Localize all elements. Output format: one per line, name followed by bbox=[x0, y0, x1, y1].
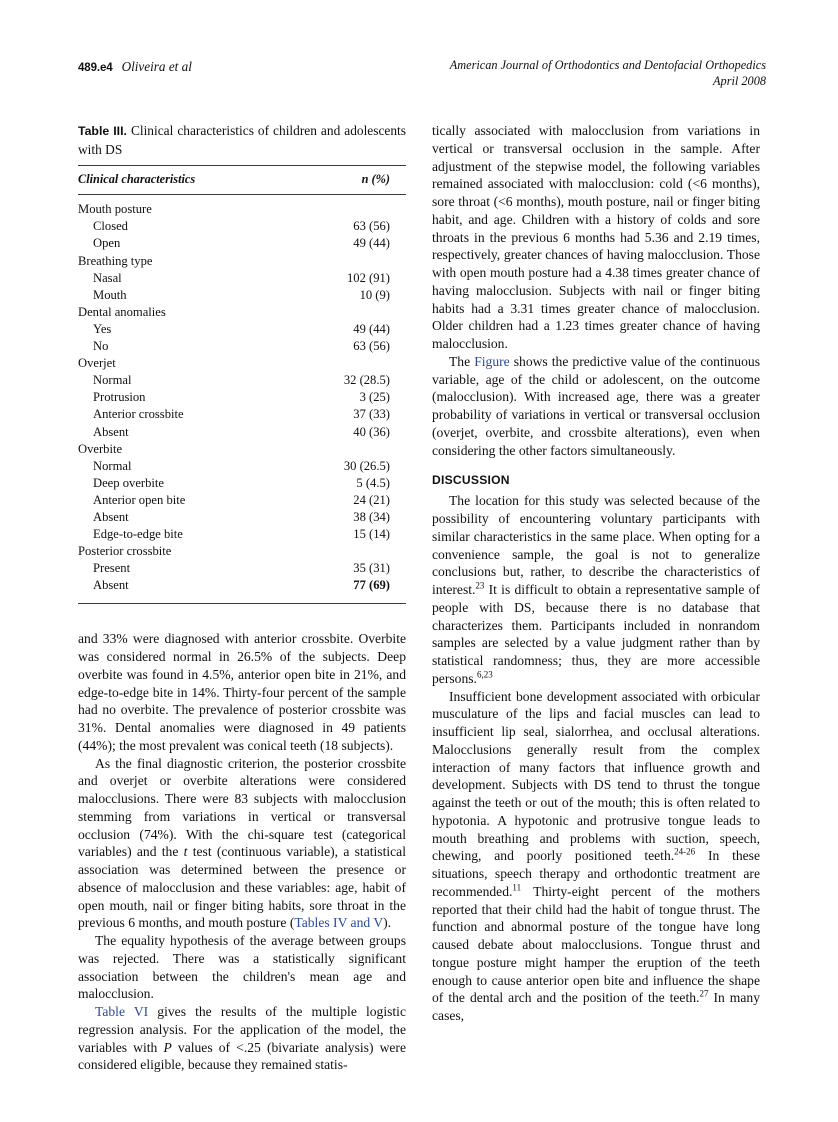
table-row bbox=[78, 509, 406, 526]
right-p2-part-b: shows the predictive value of the continuous variable, age of the child or adolescent, on the outcome (malocclusion). With increased age, there was a greater probability of variations in vertical or transversal occlusion (overjet, overbite, and crossbite alterations), even when considering the other factors simultaneously. bbox=[432, 353, 760, 458]
table-cell-value: 10 (9) bbox=[359, 287, 390, 302]
running-head-left bbox=[78, 58, 192, 76]
table-row bbox=[78, 355, 406, 372]
reference-marker-27[interactable]: 27 bbox=[699, 988, 709, 999]
column-header-n-percent: n (%) bbox=[361, 172, 390, 187]
table-cell-subcategory: Absent bbox=[93, 424, 129, 439]
reference-marker-11[interactable]: 11 bbox=[512, 882, 522, 893]
table-cell-value: 5 (4.5) bbox=[356, 475, 390, 490]
table-cell-value: 102 (91) bbox=[346, 270, 390, 285]
table-caption bbox=[78, 122, 406, 158]
right-p4-part-b: In these situations, speech therapy and orthodontic treatment are recommended. bbox=[432, 848, 760, 899]
table-cell-value: 40 (36) bbox=[353, 424, 390, 439]
left-paragraph-4 bbox=[78, 1003, 406, 1074]
table-cell-value: 63 (56) bbox=[353, 219, 390, 234]
table-cell-value: 24 (21) bbox=[353, 492, 390, 507]
table-iii bbox=[78, 122, 406, 604]
table-row bbox=[78, 475, 406, 492]
issue-date: April 2008 bbox=[713, 73, 766, 88]
table-caption-text: Clinical characteristics of children and adolescents with DS bbox=[78, 123, 406, 157]
table-cell-value bbox=[286, 355, 406, 372]
table-row bbox=[78, 321, 406, 338]
table-iii-body bbox=[78, 195, 406, 599]
table-cell-value bbox=[286, 253, 406, 270]
right-paragraph-1: tically associated with malocclusion from variations in vertical or transversal occlusion in the sample. After adjustment of the stepwise model, the following variables remained associated with malocclusion: cold (<6 months), sore throat (<6 months), mouth posture, nail or finger biting habit, and age. Children with a history of colds and sore throats in the previous 6 months had 5.36 and 2.19 times, respectively, greater chances of having malocclusion. Those with open mouth posture had a 4.38 times greater chance of having malocclusion. Subjects with nail or finger biting habits had a 3.31 times greater chance of malocclusion. Older children had a 1.23 times greater chance of having malocclusion. bbox=[432, 123, 760, 351]
table-row bbox=[78, 441, 406, 458]
table-cell-subcategory: Protrusion bbox=[93, 390, 146, 405]
table-cell-value: 77 (69) bbox=[353, 578, 390, 593]
left-p2-part-c: ). bbox=[383, 915, 392, 931]
reference-marker-24-26[interactable]: 24-26 bbox=[674, 846, 696, 857]
table-cell-subcategory: Mouth bbox=[93, 287, 127, 302]
reference-marker-6-23[interactable]: 6,23 bbox=[476, 669, 493, 680]
table-cell-subcategory: Present bbox=[93, 561, 131, 576]
table-row bbox=[78, 526, 406, 543]
table-cell-subcategory: Normal bbox=[93, 458, 132, 473]
table-row bbox=[78, 389, 406, 406]
table-row bbox=[78, 372, 406, 389]
left-p4-italic-p: P bbox=[163, 1039, 172, 1055]
column-header-characteristics: Clinical characteristics bbox=[78, 172, 196, 187]
table-cell-value: 32 (28.5) bbox=[343, 373, 390, 388]
table-row bbox=[78, 543, 406, 560]
table-cell-category: Overjet bbox=[78, 356, 116, 371]
table-cell-value: 49 (44) bbox=[353, 236, 390, 251]
left-paragraph-3: The equality hypothesis of the average between groups was rejected. There was a statistically significant association between the children's mean age and malocclusion. bbox=[78, 933, 406, 1002]
table-cell-subcategory: Absent bbox=[93, 509, 129, 524]
table-row bbox=[78, 287, 406, 304]
right-p3-part-a: The location for this study was selected because of the possibility of encountering voluntary participants with similar characteristics in the same place. When opting for a convenience sample, the goal is not to generalize conclusions but, rather, to describe the characteristics of interest. bbox=[432, 493, 760, 597]
table-row bbox=[78, 424, 406, 441]
table-cell-value: 3 (25) bbox=[359, 390, 390, 405]
right-column bbox=[432, 122, 760, 1025]
table-row bbox=[78, 270, 406, 287]
left-p4-part-b: values of <.25 (bivariate analysis) were considered eligible, because they remained statis- bbox=[78, 1039, 406, 1073]
table-cell-value bbox=[286, 543, 406, 560]
table-cell-subcategory: Open bbox=[93, 236, 121, 251]
table-cell-subcategory: Closed bbox=[93, 219, 128, 234]
left-paragraph-1: and 33% were diagnosed with anterior crossbite. Overbite was considered normal in 26.5% of the subjects. Deep overbite was found in 4.5%, anterior open bite in 21%, and edge-to-edge bite in 14%. Thirty-four percent of the sample had no overbite. The prevalence of posterior crossbite was 31%. Dental anomalies were diagnosed in 49 patients (44%); the most prevalent was conical teeth (18 subjects). bbox=[78, 631, 406, 753]
table-header-row bbox=[78, 166, 406, 194]
table-cell-subcategory: Anterior crossbite bbox=[93, 407, 184, 422]
journal-title: American Journal of Orthodontics and Dentofacial Orthopedics bbox=[449, 58, 766, 72]
table-row bbox=[78, 406, 406, 423]
link-figure[interactable]: Figure bbox=[474, 353, 510, 369]
table-cell-subcategory: Absent bbox=[93, 578, 129, 593]
table-cell-subcategory: Deep overbite bbox=[93, 475, 164, 490]
table-cell-category: Mouth posture bbox=[78, 202, 152, 217]
table-cell-value bbox=[286, 304, 406, 321]
table-cell-value: 37 (33) bbox=[353, 407, 390, 422]
reference-marker-23[interactable]: 23 bbox=[475, 580, 485, 591]
table-row bbox=[78, 304, 406, 321]
table-cell-category: Dental anomalies bbox=[78, 304, 166, 319]
right-p2-part-a: The bbox=[449, 353, 475, 369]
table-row bbox=[78, 458, 406, 475]
table-row bbox=[78, 492, 406, 509]
table-cell-subcategory: Anterior open bite bbox=[93, 492, 186, 507]
left-p2-italic-t: t bbox=[183, 844, 188, 860]
table-cell-subcategory: Nasal bbox=[93, 270, 122, 285]
table-cell-value: 63 (56) bbox=[353, 339, 390, 354]
table-row bbox=[78, 195, 406, 218]
table-cell-category: Posterior crossbite bbox=[78, 544, 172, 559]
left-p2-part-b: test (continuous variable), a statistical association was determined between the presence or absence of malocclusion and these variables: age, habit of open mouth, nail or finger biting habits, sore throat in the previous 6 months, and mouth posture ( bbox=[78, 844, 406, 931]
link-table-vi[interactable]: Table VI bbox=[95, 1004, 149, 1020]
table-row bbox=[78, 235, 406, 252]
table-row bbox=[78, 560, 406, 577]
table-cell-value bbox=[286, 195, 406, 218]
table-cell-value: 49 (44) bbox=[353, 321, 390, 336]
page-folio: 489.e4 bbox=[78, 62, 113, 74]
right-paragraph-3 bbox=[432, 492, 760, 687]
table-bottom-rule bbox=[78, 603, 406, 604]
table-label: Table III. bbox=[78, 124, 127, 138]
table-cell-value: 35 (31) bbox=[353, 561, 390, 576]
left-column bbox=[78, 122, 406, 1074]
section-heading-discussion: DISCUSSION bbox=[432, 473, 510, 488]
right-p4-part-a: Insufficient bone development associated with orbicular musculature of the lips and facial muscles can lead to insufficient lip seal, sialorrhea, and occlusal alterations. Malocclusions generally result from the complex interaction of many factors that influence growth and development. Subjects with DS tend to thrust the tongue against the teeth or out of the mouth; this is often related to hypotonia. A hypotonic and protrusive tongue leads to mouth breathing and problems with suction, speech, chewing, and poorly positioned teeth. bbox=[432, 688, 760, 864]
right-paragraph-2 bbox=[432, 353, 760, 460]
left-p2-part-a: As the final diagnostic criterion, the posterior crossbite and overjet or overbite alterations were considered malocclusions. There were 83 subjects with malocclusion stemming from variations in vertical or transversal occlusion (74%). With the chi-square test (categorical variables) and the bbox=[78, 755, 406, 860]
running-head-right bbox=[450, 58, 766, 89]
table-iii-grid bbox=[78, 166, 406, 194]
right-paragraph-4 bbox=[432, 688, 760, 1025]
right-p4-part-d: In many cases, bbox=[432, 990, 760, 1023]
running-head-authors: Oliveira et al bbox=[121, 59, 192, 74]
table-cell-value: 38 (34) bbox=[353, 509, 390, 524]
right-p4-part-c: Thirty-eight percent of the mothers reported that their child had the habit of tongue thrust. The function and abnormal posture of the tongue have long caused debate about malocclusions. Tongue thrust and tongue posture might hamper the eruption of the teeth enough to cause anterior open bite and influence the shape of the dental arch and the position of the teeth. bbox=[432, 883, 760, 1006]
link-tables-iv-v[interactable]: Tables IV and V bbox=[294, 915, 384, 931]
table-cell-category: Breathing type bbox=[78, 253, 153, 268]
table-row bbox=[78, 253, 406, 270]
table-row bbox=[78, 577, 406, 599]
right-p3-part-b: It is difficult to obtain a representative sample of people with DS, because there is no database that characterizes them. Participants included in nonrandom samples are selected by a value judgment rather than by statistical randomness; thus, they are more accessible persons. bbox=[432, 582, 760, 686]
table-cell-subcategory: Edge-to-edge bite bbox=[93, 527, 183, 542]
table-cell-value bbox=[286, 441, 406, 458]
table-cell-value: 30 (26.5) bbox=[343, 458, 390, 473]
running-head bbox=[78, 58, 766, 100]
left-paragraph-2 bbox=[78, 755, 406, 933]
table-row bbox=[78, 218, 406, 235]
table-cell-subcategory: Yes bbox=[93, 321, 112, 336]
table-row bbox=[78, 338, 406, 355]
table-cell-category: Overbite bbox=[78, 441, 123, 456]
table-cell-subcategory: No bbox=[93, 339, 109, 354]
table-cell-value: 15 (14) bbox=[353, 527, 390, 542]
table-cell-subcategory: Normal bbox=[93, 373, 132, 388]
left-p4-part-a: gives the results of the multiple logistic regression analysis. For the application of the model, the variables with bbox=[78, 1004, 406, 1055]
